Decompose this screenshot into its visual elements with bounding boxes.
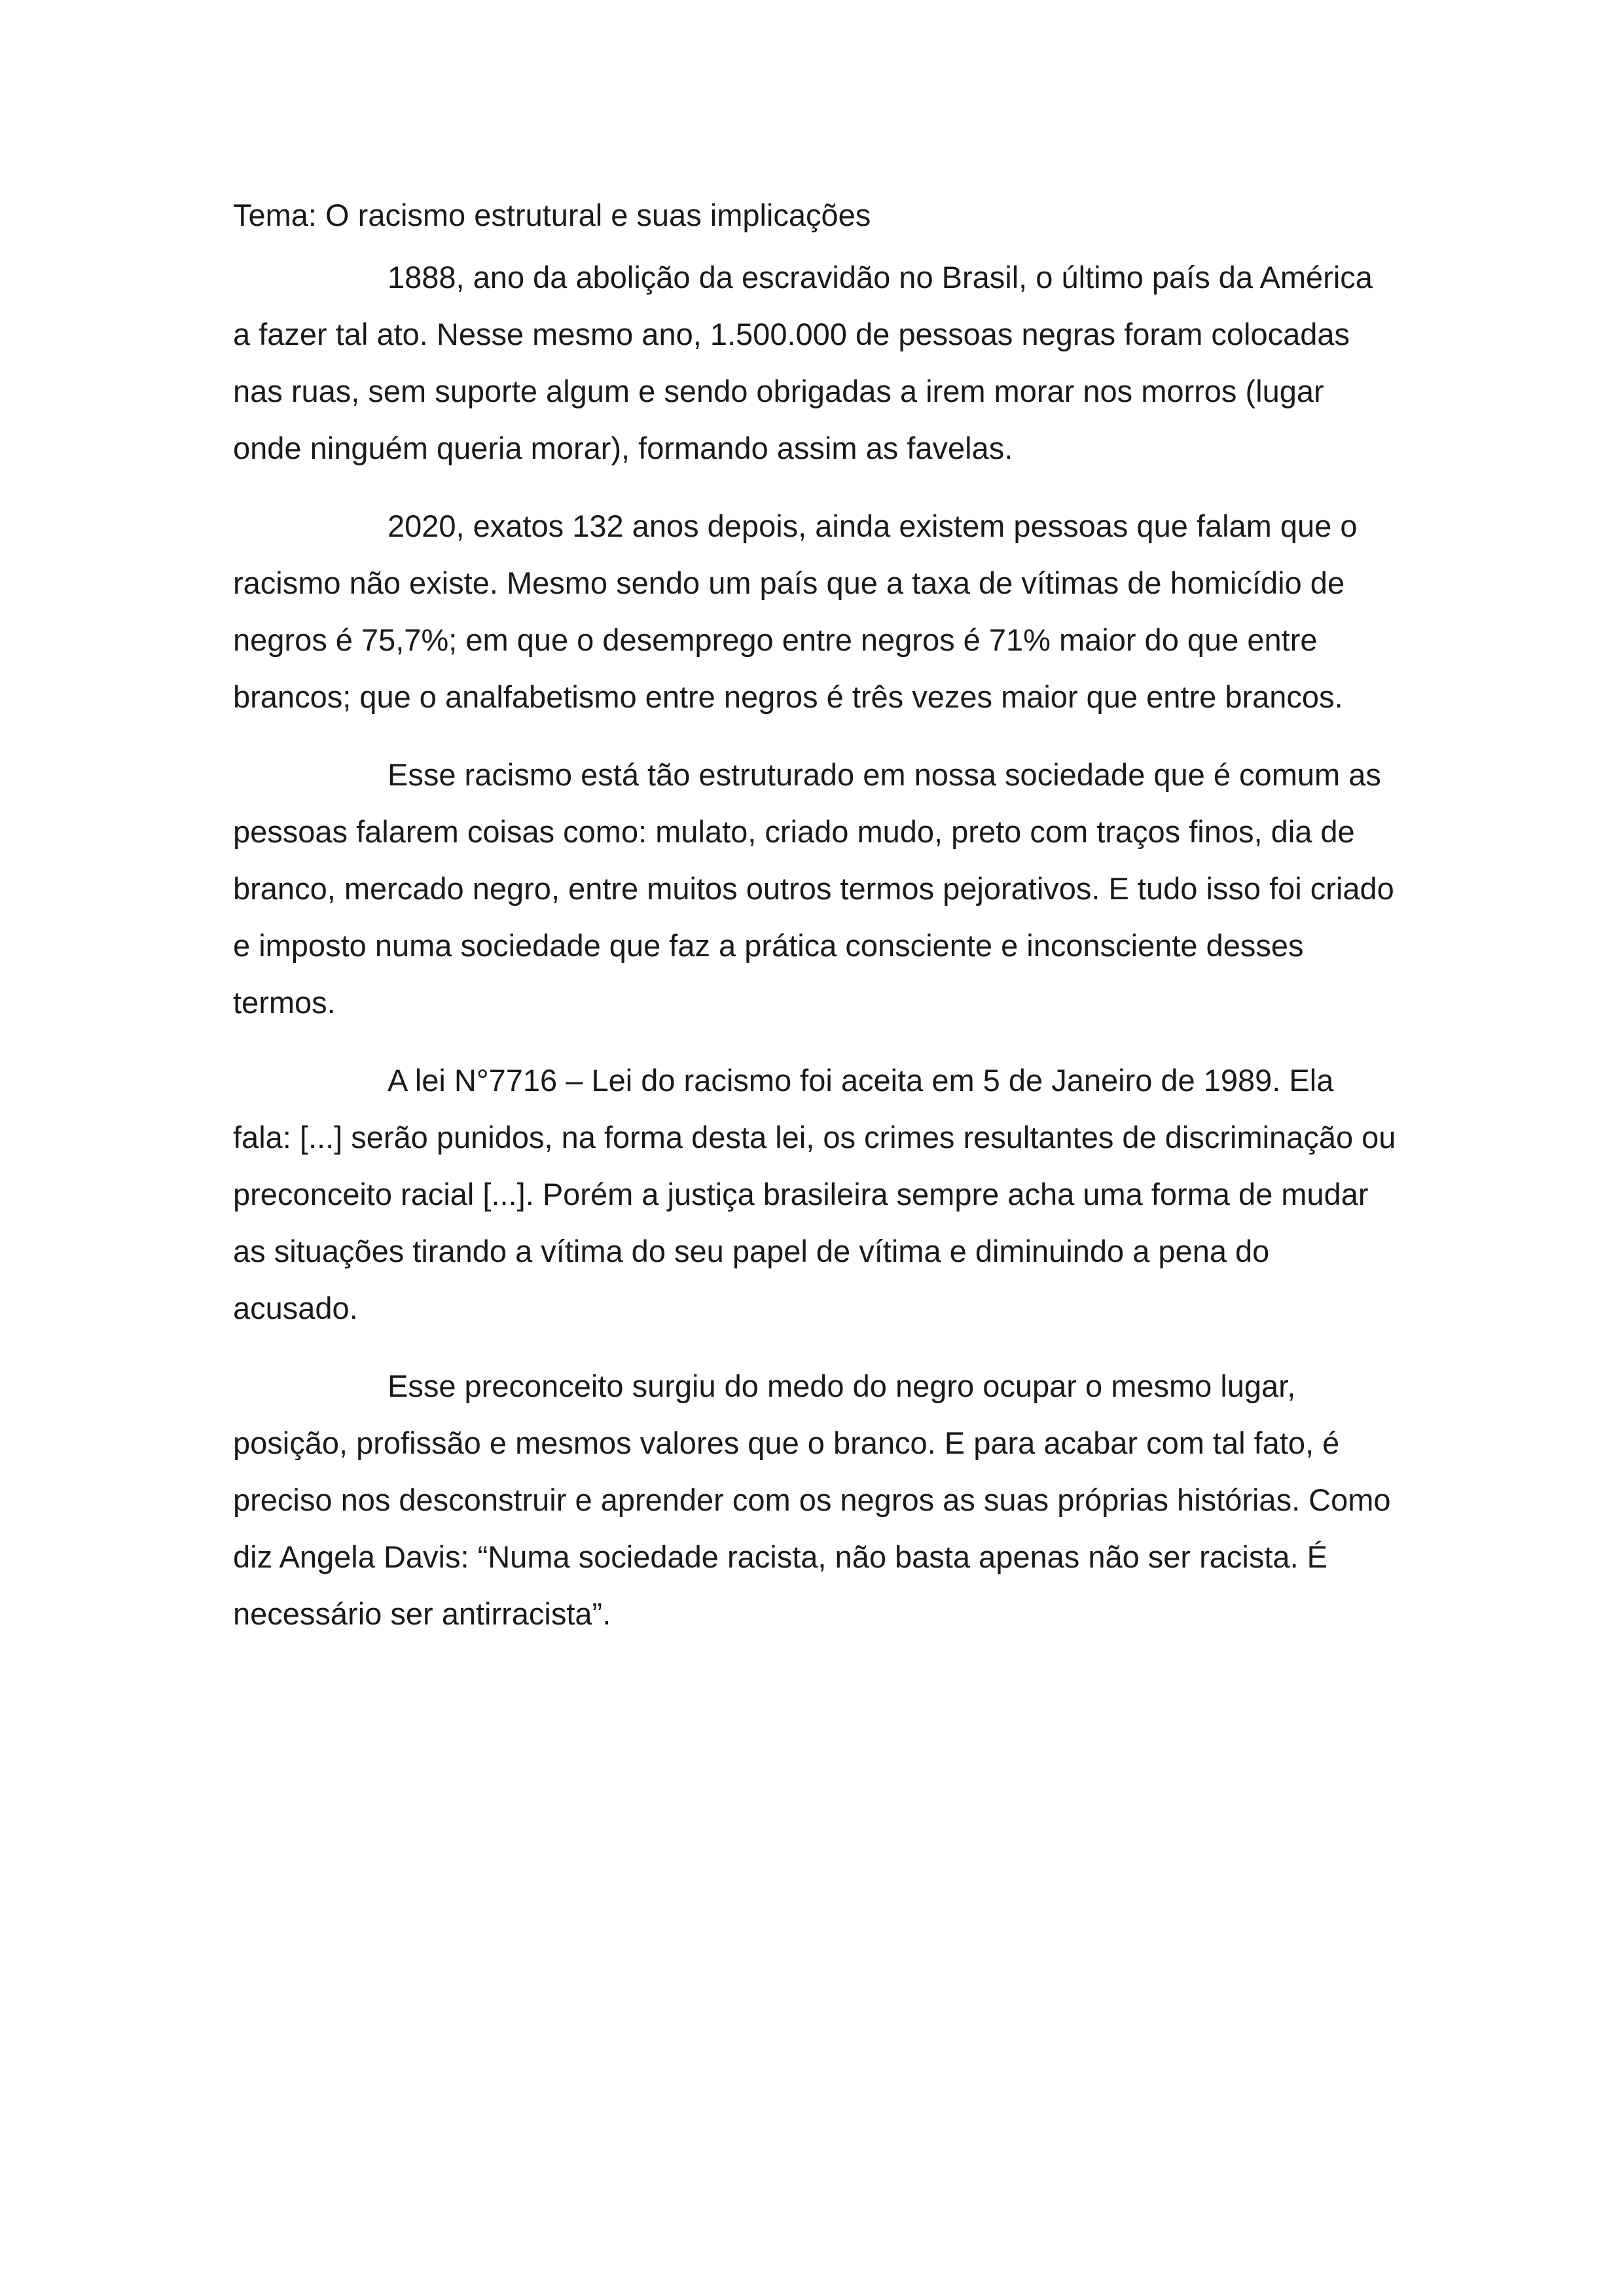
paragraph-3: Esse racismo está tão estruturado em nossa sociedade que é comum as pessoas falarem coisas como: mulato, criado mudo, preto com traços finos, dia de branco, mercado negro, entre muitos outros termos pejorativos. E tudo isso foi criado e imposto numa sociedade que faz a prática consciente e inconsciente desses termos. bbox=[233, 757, 1394, 1020]
paragraph-5: Esse preconceito surgiu do medo do negro ocupar o mesmo lugar, posição, profissão e mesmos valores que o branco. E para acabar com tal fato, é preciso nos desconstruir e aprender com os negros as suas próprias histórias. Como diz Angela Davis: “Numa sociedade racista, não basta apenas não ser racista. É necessário ser antirracista”. bbox=[233, 1369, 1391, 1631]
document-title: Tema: O racismo estrutural e suas implicações bbox=[233, 198, 871, 232]
paragraph-1: 1888, ano da abolição da escravidão no Brasil, o último país da América a fazer tal ato. Nesse mesmo ano, 1.500.000 de pessoas negras foram colocadas nas ruas, sem suporte algum e sendo obrigadas a irem morar nos morros (lugar onde ninguém queria morar), formando assim as favelas. bbox=[233, 260, 1373, 465]
paragraph-2: 2020, exatos 132 anos depois, ainda existem pessoas que falam que o racismo não existe. Mesmo sendo um país que a taxa de vítimas de homicídio de negros é 75,7%; em que o desemprego entre negros é 71% maior do que entre brancos; que o analfabetismo entre negros é três vezes maior que entre brancos. bbox=[233, 509, 1358, 714]
document-body bbox=[233, 187, 1398, 1663]
paragraph-4: A lei N°7716 – Lei do racismo foi aceita em 5 de Janeiro de 1989. Ela fala: [...] serão punidos, na forma desta lei, os crimes resultantes de discriminação ou preconceito racial [...]. Porém a justiça brasileira sempre acha uma forma de mudar as situações tirando a vítima do seu papel de vítima e diminuindo a pena do acusado. bbox=[233, 1063, 1396, 1325]
